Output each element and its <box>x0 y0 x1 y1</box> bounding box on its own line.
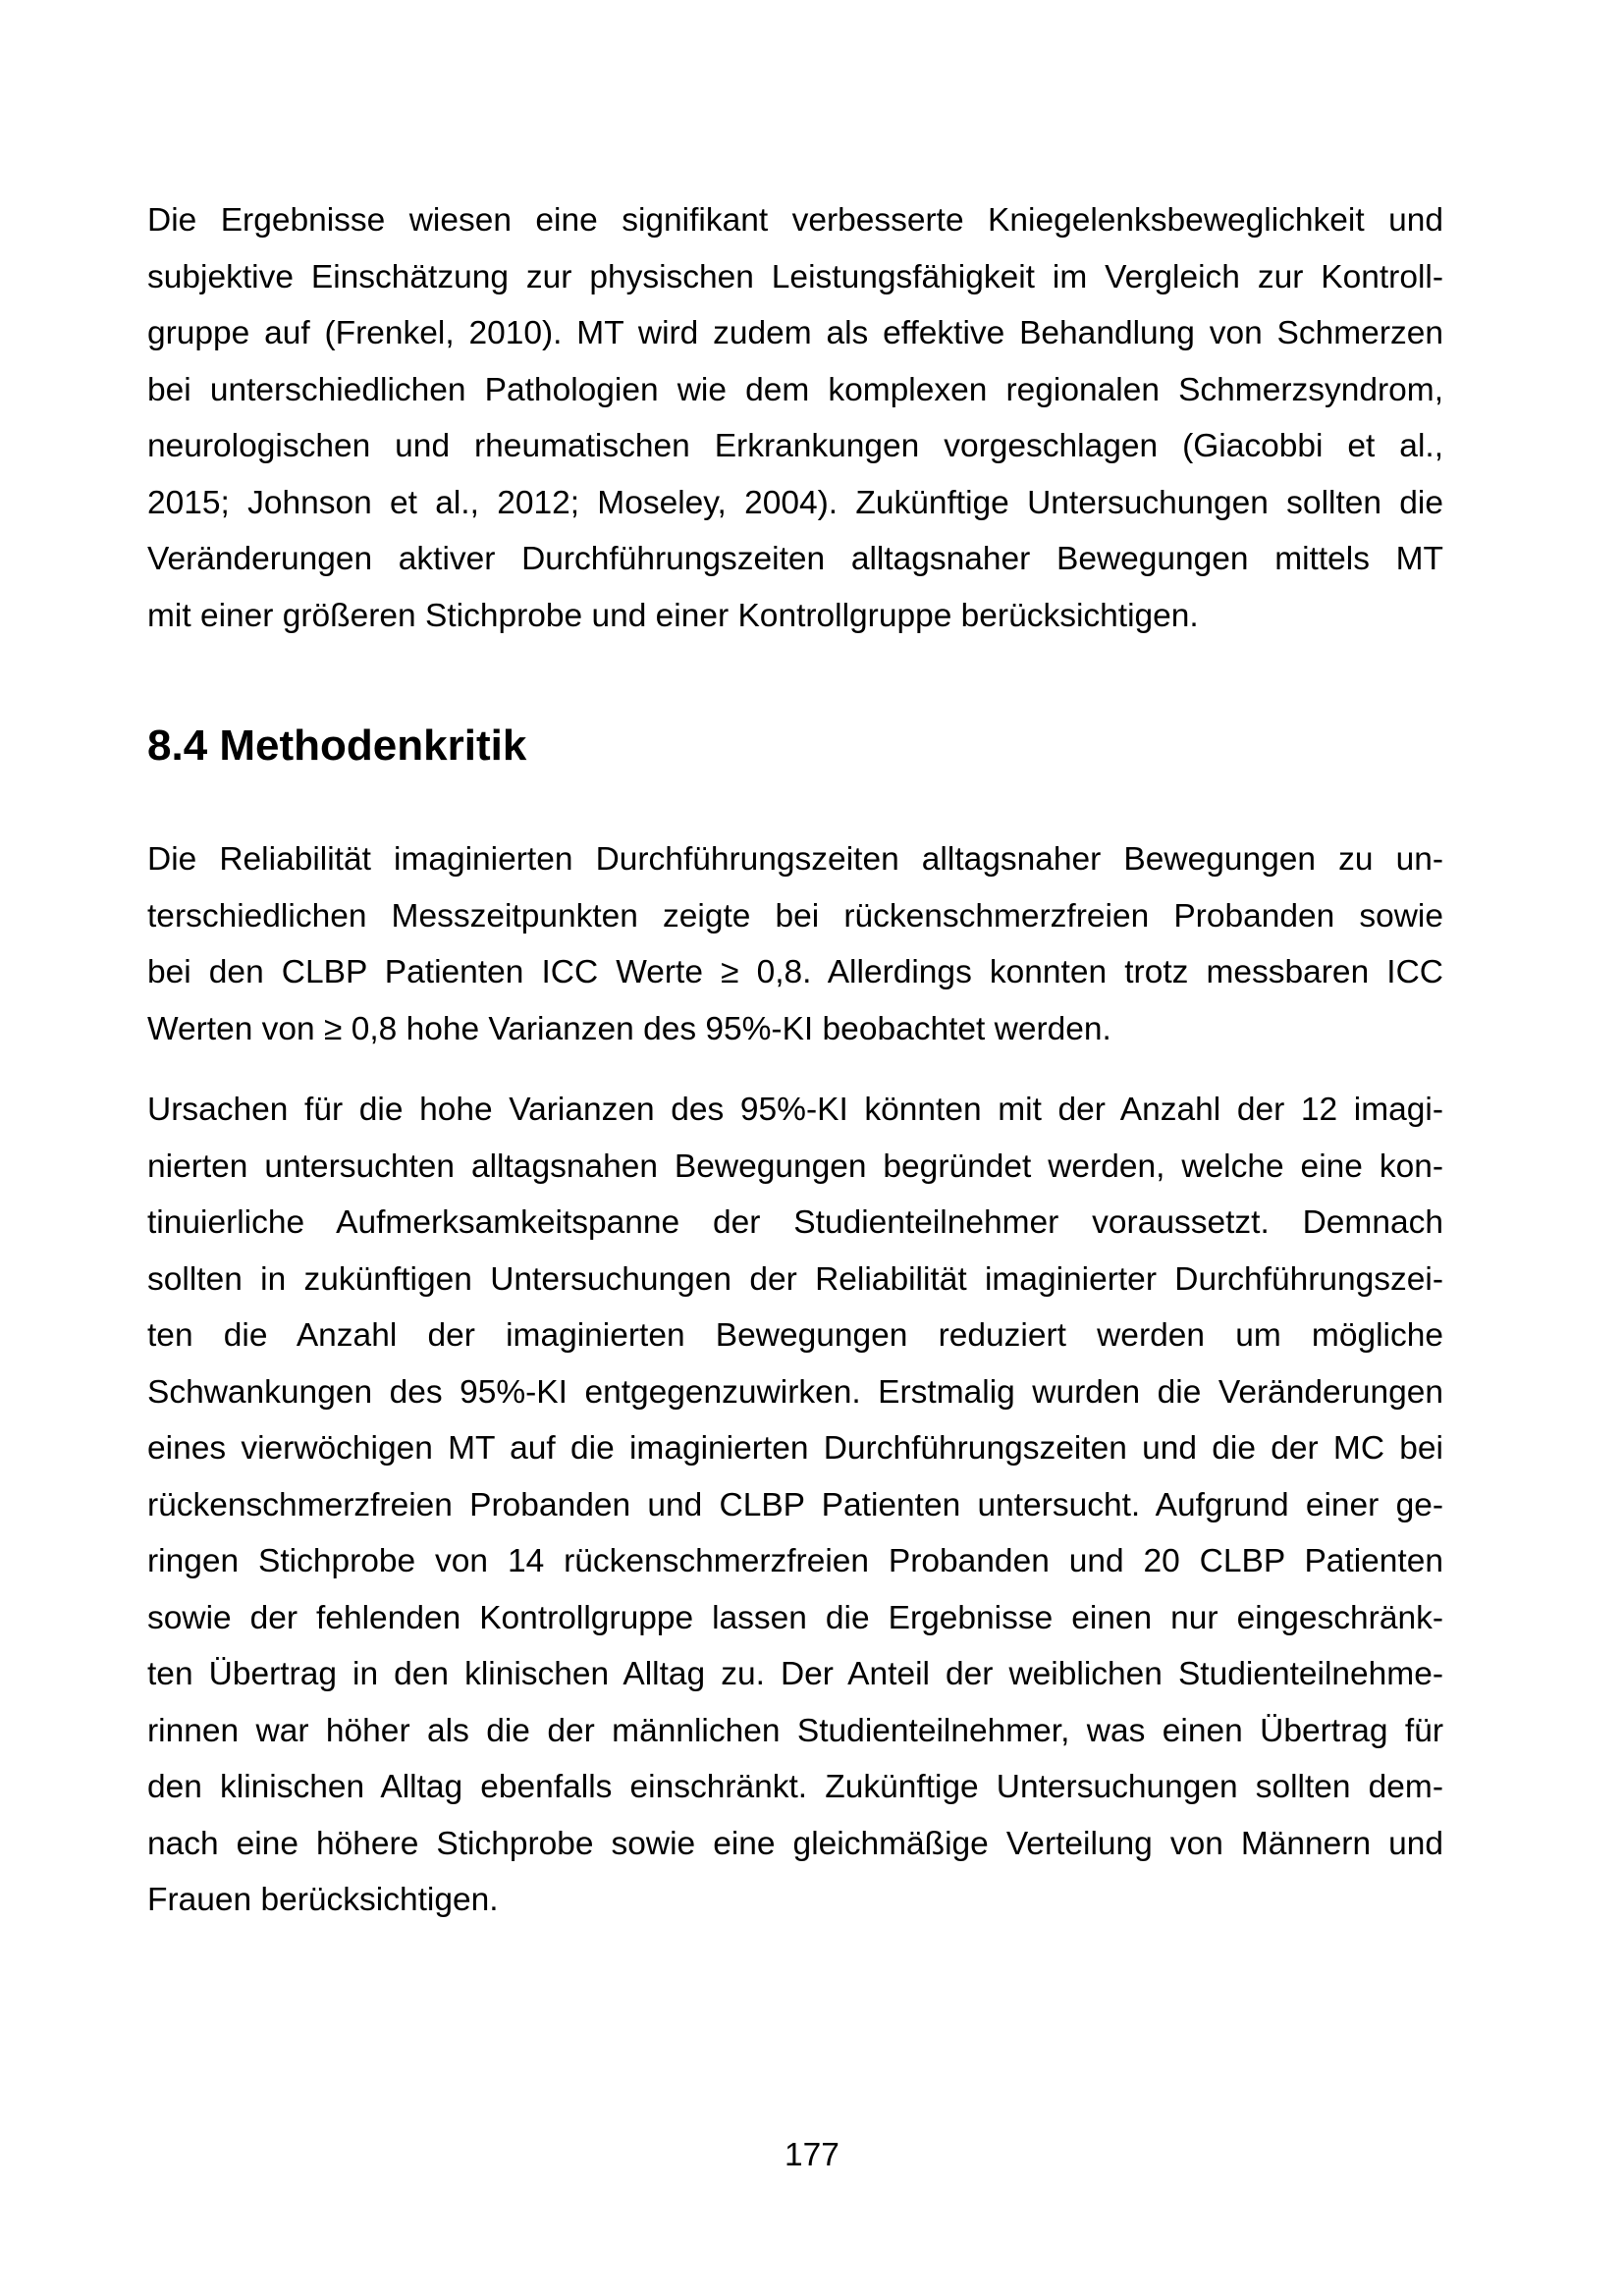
paragraph-limitations <box>147 1082 1443 1929</box>
text-line: ten die Anzahl der imaginierten Bewegungen reduziert werden um mögliche <box>147 1317 1443 1354</box>
text-line: Ursachen für die hohe Varianzen des 95%-KI könnten mit der Anzahl der 12 imagi- <box>147 1092 1443 1128</box>
text-line: nierten untersuchten alltagsnahen Bewegungen begründet werden, welche eine kon- <box>147 1148 1443 1185</box>
text-line: ten Übertrag in den klinischen Alltag zu. Der Anteil der weiblichen Studienteilnehme- <box>147 1656 1443 1692</box>
text-line: den klinischen Alltag ebenfalls einschränkt. Zukünftige Untersuchungen sollten dem- <box>147 1769 1443 1805</box>
text-line: Werten von ≥ 0,8 hohe Varianzen des 95%-KI beobachtet werden. <box>147 1010 1111 1047</box>
text-line: neurologischen und rheumatischen Erkrankungen vorgeschlagen (Giacobbi et al., <box>147 428 1443 464</box>
paragraph-reliability <box>147 831 1443 1057</box>
page-number: 177 <box>785 2137 839 2173</box>
text-line: sowie der fehlenden Kontrollgruppe lassen die Ergebnisse einen nur eingeschränk- <box>147 1599 1443 1636</box>
text-line: rinnen war höher als die der männlichen Studienteilnehmer, was einen Übertrag für <box>147 1712 1443 1749</box>
text-line: subjektive Einschätzung zur physischen Leistungsfähigkeit im Vergleich zur Kontroll- <box>147 258 1443 295</box>
text-line: eines vierwöchigen MT auf die imaginierten Durchführungszeiten und die der MC bei <box>147 1430 1443 1467</box>
text-line: gruppe auf (Frenkel, 2010). MT wird zudem als effektive Behandlung von Schmerzen <box>147 315 1443 351</box>
text-line: mit einer größeren Stichprobe und einer Kontrollgruppe berücksichtigen. <box>147 597 1199 634</box>
text-line: 2015; Johnson et al., 2012; Moseley, 2004). Zukünftige Untersuchungen sollten die <box>147 484 1443 521</box>
section-heading: 8.4 Methodenkritik <box>147 721 527 770</box>
text-line: Schwankungen des 95%-KI entgegenzuwirken. Erstmalig wurden die Veränderungen <box>147 1373 1443 1411</box>
text-content <box>147 192 1443 1929</box>
text-line: sollten in zukünftigen Untersuchungen der Reliabilität imaginierter Durchführungszei- <box>147 1260 1443 1298</box>
text-line: Die Reliabilität imaginierten Durchführungszeiten alltagsnaher Bewegungen zu un- <box>147 841 1443 878</box>
text-line: bei den CLBP Patienten ICC Werte ≥ 0,8. Allerdings konnten trotz messbaren ICC <box>147 954 1443 990</box>
text-line: bei unterschiedlichen Pathologien wie dem komplexen regionalen Schmerzsyndrom, <box>147 371 1443 408</box>
text-line: Die Ergebnisse wiesen eine signifikant verbesserte Kniegelenksbeweglichkeit und <box>147 202 1443 239</box>
text-line: Frauen berücksichtigen. <box>147 1882 499 1918</box>
text-line: Veränderungen aktiver Durchführungszeiten alltagsnaher Bewegungen mittels MT <box>147 541 1443 577</box>
paragraph-results-discussion <box>147 192 1443 644</box>
text-line: rückenschmerzfreien Probanden und CLBP Patienten untersucht. Aufgrund einer ge- <box>147 1486 1443 1523</box>
text-line: tinuierliche Aufmerksamkeitspanne der Studienteilnehmer voraussetzt. Demnach <box>147 1204 1443 1241</box>
text-line: terschiedlichen Messzeitpunkten zeigte bei rückenschmerzfreien Probanden sowie <box>147 897 1443 934</box>
text-line: ringen Stichprobe von 14 rückenschmerzfreien Probanden und 20 CLBP Patienten <box>147 1543 1443 1579</box>
text-line: nach eine höhere Stichprobe sowie eine gleichmäßige Verteilung von Männern und <box>147 1825 1443 1862</box>
